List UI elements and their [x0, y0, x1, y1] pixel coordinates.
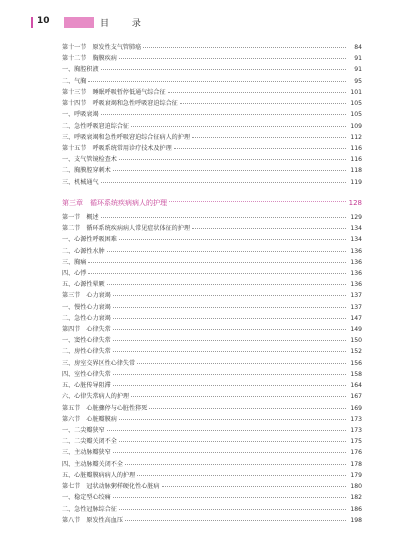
dot-leader: [149, 408, 346, 409]
toc-entry-page: 137: [350, 292, 362, 300]
dot-leader: [192, 137, 346, 138]
toc-entry-page: 182: [350, 494, 362, 502]
page-header: [0, 14, 400, 30]
toc-entry-label: 二、急性呼吸窘迫综合征: [62, 122, 130, 130]
toc-entry-label: 二、急性冠脉综合征: [62, 505, 117, 513]
toc-entry-page: 101: [350, 88, 362, 96]
dot-leader: [88, 273, 346, 274]
dot-leader: [113, 307, 346, 308]
toc-entry-page: 112: [350, 133, 362, 141]
header-accent-bar: [31, 17, 33, 28]
toc-subsection-row: [62, 260, 362, 271]
dot-leader: [119, 509, 346, 510]
dot-leader: [143, 47, 346, 48]
toc-entry-page: 152: [350, 348, 362, 356]
toc-entry-label: 一、二尖瓣狭窄: [62, 427, 105, 434]
toc-entry-label: 二、急性心力衰竭: [62, 314, 111, 322]
dot-leader: [107, 430, 346, 431]
toc-entry-label: 一、慢性心力衰竭: [62, 303, 111, 311]
dot-leader: [119, 419, 346, 420]
toc-entry-page: 150: [350, 337, 362, 345]
toc-entry-page: 118: [350, 167, 362, 175]
toc-entry-label: 一、胸腔积液: [62, 66, 99, 74]
table-of-contents: [62, 45, 362, 529]
dot-leader: [113, 385, 346, 386]
toc-entry-page: 169: [350, 404, 362, 412]
toc-entry-page: 129: [350, 213, 362, 221]
toc-subsection-row: [62, 495, 362, 506]
dot-leader: [101, 69, 346, 70]
dot-leader: [131, 396, 346, 397]
toc-subsection-row: [62, 67, 362, 78]
toc-entry-page: 119: [350, 178, 362, 186]
toc-entry-label: 第三节 心力衰竭: [62, 292, 111, 300]
dot-leader: [113, 374, 346, 375]
toc-entry-label: 三、机械通气: [62, 178, 99, 186]
toc-entry-label: 五、心源性晕厥: [62, 281, 105, 289]
toc-entry-page: 134: [350, 236, 362, 244]
toc-entry-page: 91: [354, 55, 362, 63]
dot-leader: [101, 217, 346, 218]
toc-entry-page: 137: [350, 303, 362, 311]
toc-section-row: [62, 293, 362, 304]
toc-subsection-row: [62, 112, 362, 123]
toc-entry-page: 179: [350, 471, 362, 479]
dot-leader: [113, 170, 346, 171]
toc-entry-label: 三、房室交界区性心律失常: [62, 359, 136, 367]
toc-entry-page: 173: [350, 427, 362, 434]
toc-entry-page: 186: [350, 505, 362, 513]
toc-entry-label: 三、胸痛: [62, 258, 87, 266]
toc-entry-label: 三、呼吸衰竭和急性呼吸窘迫综合征病人的护理: [62, 133, 190, 141]
dot-leader: [137, 363, 346, 364]
toc-entry-label: 第八节 原发性高血压: [62, 516, 123, 524]
toc-entry-label: 二、房性心律失常: [62, 348, 111, 356]
dot-leader: [168, 92, 346, 93]
toc-entry-page: 198: [350, 516, 362, 524]
dot-leader: [113, 318, 346, 319]
toc-entry-label: 第四节 心律失常: [62, 326, 111, 334]
toc-entry-label: 三、主动脉瓣狭窄: [62, 449, 111, 457]
toc-entry-label: 第十一节 原发性支气管肺癌: [62, 44, 142, 51]
dot-leader: [125, 520, 346, 521]
toc-entry-label: 第一节 概述: [62, 213, 99, 221]
dot-leader: [119, 441, 346, 442]
dot-leader: [101, 182, 346, 183]
toc-entry-label: 第十五节 呼吸系统常用诊疗技术及护理: [62, 144, 172, 152]
toc-entry-page: 109: [350, 122, 362, 130]
dot-leader: [125, 464, 346, 465]
page-number: 10: [37, 16, 50, 26]
toc-entry-label: 六、心律失常病人的护理: [62, 393, 130, 401]
dot-leader: [107, 251, 346, 252]
toc-entry-page: 134: [350, 225, 362, 233]
dot-leader: [131, 126, 346, 127]
dot-leader: [101, 114, 346, 115]
toc-entry-page: 173: [350, 415, 362, 423]
toc-entry-page: 147: [350, 314, 362, 322]
toc-entry-label: 第十三节 睡眠呼吸暂停低通气综合征: [62, 88, 166, 96]
toc-section-row: [62, 417, 362, 428]
toc-subsection-row: [62, 349, 362, 360]
dot-leader: [119, 58, 346, 59]
toc-entry-label: 五、心脏传导阻滞: [62, 382, 111, 390]
toc-entry-page: 136: [350, 269, 362, 277]
toc-entry-label: 第十二节 胸膜疾病: [62, 55, 117, 63]
running-title: 目 录: [100, 19, 151, 29]
dot-leader: [88, 262, 346, 263]
toc-entry-page: 164: [350, 382, 362, 390]
toc-entry-page: 91: [354, 66, 362, 74]
dot-leader: [113, 452, 346, 453]
dot-leader: [119, 159, 346, 160]
dot-leader: [169, 201, 346, 202]
toc-entry-page: 178: [350, 460, 362, 468]
toc-entry-page: 136: [350, 247, 362, 255]
toc-entry-label: 二、二尖瓣关闭不全: [62, 438, 117, 446]
dot-leader: [174, 148, 346, 149]
toc-entry-page: 180: [350, 483, 362, 491]
toc-entry-label: 二、心源性水肿: [62, 247, 105, 255]
toc-entry-page: 136: [350, 281, 362, 289]
dot-leader: [113, 340, 346, 341]
dot-leader: [192, 228, 346, 229]
dot-leader: [119, 239, 346, 240]
toc-entry-label: 四、心悸: [62, 269, 87, 277]
toc-section-row: [62, 56, 362, 67]
toc-entry-label: 第二节 循环系统疾病病人常见症状体征的护理: [62, 225, 190, 233]
toc-subsection-row: [62, 237, 362, 248]
toc-entry-page: 167: [350, 393, 362, 401]
toc-entry-label: 第六节 心脏瓣膜病: [62, 415, 117, 423]
toc-entry-label: 第七节 冠状动脉粥样硬化性心脏病: [62, 483, 160, 491]
dot-leader: [113, 295, 346, 296]
dot-leader: [113, 329, 346, 330]
toc-entry-label: 一、支气管镜检查术: [62, 156, 117, 164]
toc-section-row: [62, 518, 362, 529]
toc-entry-page: 105: [350, 100, 362, 108]
toc-entry-label: 四、主动脉瓣关闭不全: [62, 460, 123, 468]
toc-entry-page: 116: [350, 144, 362, 152]
dot-leader: [88, 81, 346, 82]
toc-entry-label: 第三章 循环系统疾病病人的护理: [62, 198, 167, 207]
toc-entry-label: 一、呼吸衰竭: [62, 111, 99, 119]
toc-entry-page: 136: [350, 258, 362, 266]
toc-entry-page: 105: [350, 111, 362, 119]
toc-entry-page: 156: [350, 359, 362, 367]
toc-entry-label: 四、室性心律失常: [62, 370, 111, 378]
toc-entry-page: 175: [350, 438, 362, 446]
toc-entry-label: 一、心源性呼吸困难: [62, 236, 117, 244]
toc-entry-label: 一、窦性心律失常: [62, 337, 111, 345]
toc-entry-page: 158: [350, 370, 362, 378]
toc-subsection-row: [62, 271, 362, 282]
toc-entry-page: 149: [350, 326, 362, 334]
toc-entry-label: 五、心脏瓣膜病病人的护理: [62, 471, 136, 479]
toc-entry-page: 176: [350, 449, 362, 457]
toc-entry-label: 一、稳定型心绞痛: [62, 494, 111, 502]
toc-entry-label: 第五节 心脏骤停与心脏性猝死: [62, 404, 148, 412]
toc-subsection-row: [62, 450, 362, 461]
toc-subsection-row: [62, 180, 362, 191]
toc-entry-page: 84: [354, 44, 362, 51]
toc-subsection-row: [62, 249, 362, 260]
toc-entry-label: 二、气胸: [62, 77, 87, 85]
dot-leader: [113, 351, 346, 352]
toc-subsection-row: [62, 394, 362, 405]
dot-leader: [180, 103, 346, 104]
toc-chapter-row: [62, 191, 362, 215]
toc-entry-page: 116: [350, 156, 362, 164]
dot-leader: [113, 497, 346, 498]
toc-subsection-row: [62, 168, 362, 179]
dot-leader: [107, 284, 346, 285]
dot-leader: [137, 475, 346, 476]
header-color-block: [64, 17, 94, 28]
dot-leader: [162, 486, 347, 487]
toc-entry-page: 128: [348, 198, 362, 207]
toc-entry-label: 第十四节 呼吸衰竭和急性呼吸窘迫综合征: [62, 100, 178, 108]
toc-entry-page: 95: [354, 77, 362, 85]
toc-section-row: [62, 101, 362, 112]
toc-entry-label: 二、胸膜腔穿刺术: [62, 167, 111, 175]
